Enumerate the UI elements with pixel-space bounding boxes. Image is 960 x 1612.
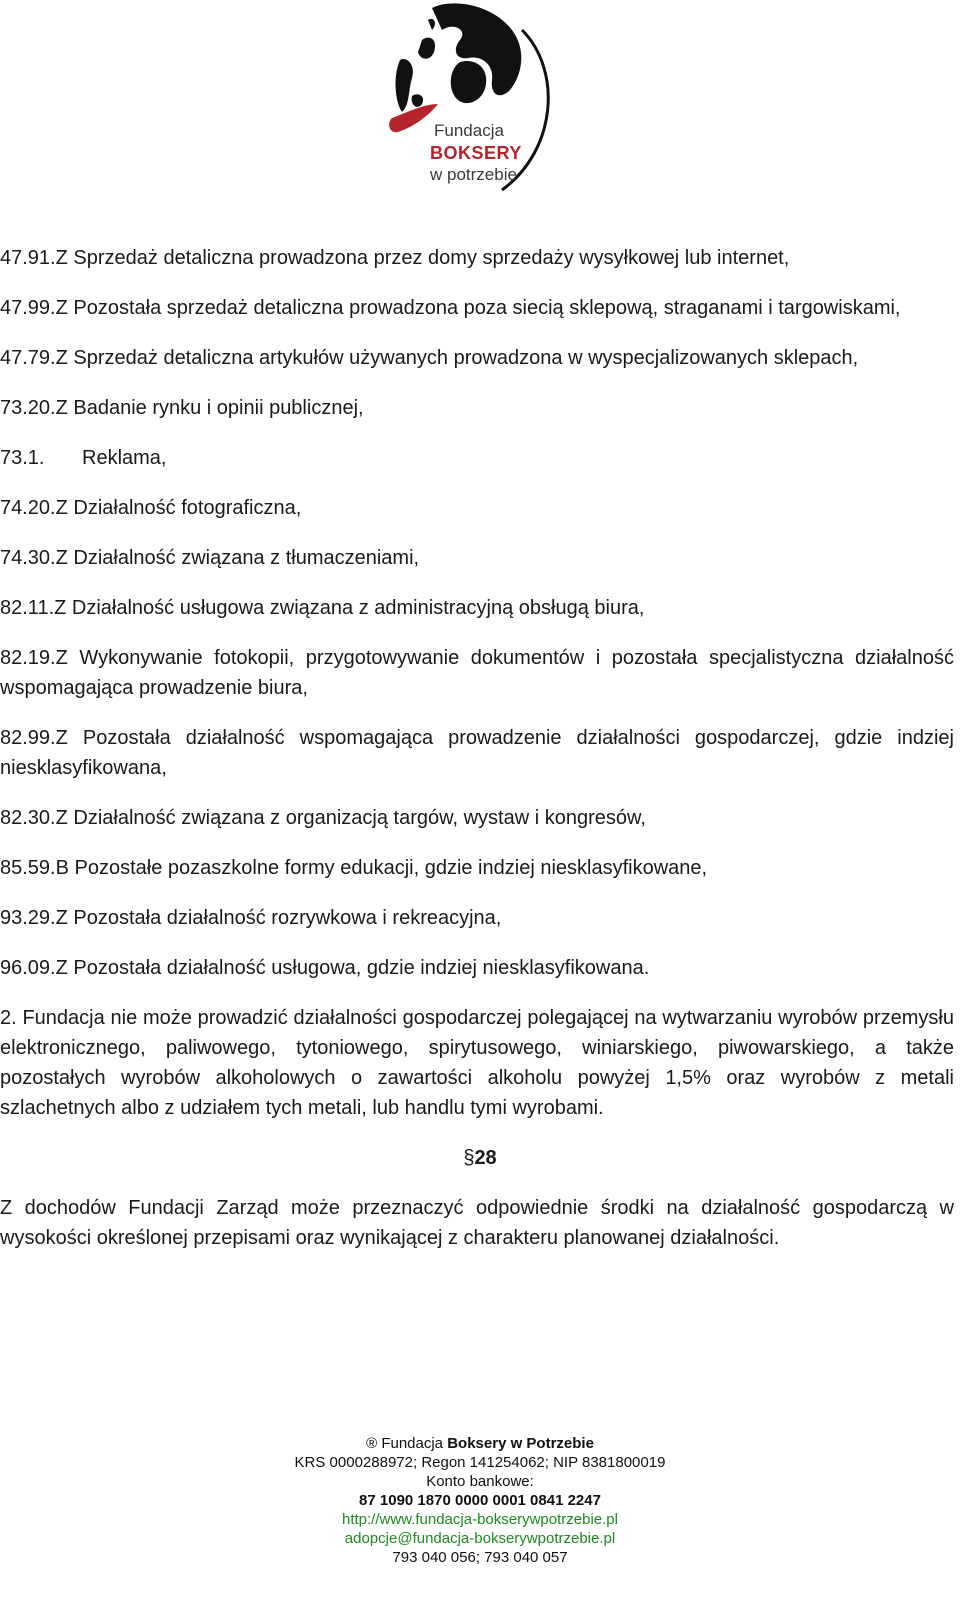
pkd-code: 47.91.Z [0,247,68,269]
pkd-code: 82.30.Z [0,807,68,829]
pkd-item [0,493,954,523]
footer-website-link[interactable]: http://www.fundacja-bokserywpotrzebie.pl [342,1511,618,1528]
pkd-item [0,953,954,983]
logo-wordmark [430,120,550,186]
pkd-description: Sprzedaż detaliczna artykułów używanych prowadzona w wyspecjalizowanych sklepach, [73,347,859,369]
pkd-item [0,593,954,623]
pkd-description: Działalność związana z tłumaczeniami, [73,547,420,569]
paragraph-2: 2. Fundacja nie może prowadzić działalności gospodarczej polegającej na wytwarzaniu wyrobów przemysłu elektronicznego, paliwowego, tytoniowego, spirytusowego, winiarskiego, piwowarskiego, a także pozostałych wyrobów alkoholowych o zawartości alkoholu powyżej 1,5% oraz wyrobów z metali szlachetnych albo z udziałem tych metali, lub handlu tymi wyrobami. [0,1007,954,1119]
foundation-logo [372,0,564,195]
registered-mark: ® [366,1435,378,1452]
pkd-item [0,393,954,423]
footer-email-link[interactable]: adopcje@fundacja-bokserywpotrzebie.pl [344,1530,616,1547]
pkd-code: 96.09.Z [0,957,68,979]
pkd-item [0,903,954,933]
pkd-code: 93.29.Z [0,907,68,929]
pkd-code: 85.59.B [0,857,69,879]
pkd-code: 73.20.Z [0,397,68,419]
document-body [0,243,954,1273]
pkd-description: Badanie rynku i opinii publicznej, [73,397,364,419]
pkd-code: 47.99.Z [0,297,68,319]
pkd-description: Pozostała działalność wspomagająca prowadzenie działalności gospodarczej, gdzie indziej niesklasyfikowana, [0,727,954,779]
pkd-item [0,853,954,883]
section-symbol: § [463,1147,475,1169]
footer-prefix: Fundacja [381,1435,444,1452]
pkd-description: Pozostała działalność usługowa, gdzie indziej niesklasyfikowana. [73,957,650,979]
pkd-item [0,643,954,703]
pkd-description: Pozostała działalność rozrywkowa i rekreacyjna, [73,907,502,929]
logo-line-fundacja: Fundacja [434,121,504,140]
pkd-item [0,723,954,783]
page-footer [240,1434,720,1567]
footer-krs-line: KRS 0000288972; Regon 141254062; NIP 8381800019 [294,1454,666,1471]
pkd-description: Pozostałe pozaszkolne formy edukacji, gdzie indziej niesklasyfikowane, [74,857,708,879]
pkd-code: 74.30.Z [0,547,68,569]
pkd-item [0,243,954,273]
paragraph-28: Z dochodów Fundacji Zarząd może przeznaczyć odpowiednie środki na działalność gospodarczą w wysokości określonej przepisami oraz wynikającej z charakteru planowanej działalności. [0,1197,954,1249]
pkd-activity-list [0,243,954,983]
pkd-description: Wykonywanie fotokopii, przygotowywanie dokumentów i pozostała specjalistyczna działalność wspomagająca prowadzenie biura, [0,647,954,699]
pkd-item [0,343,954,373]
logo-line-w-potrzebie: w potrzebie [430,165,517,184]
pkd-description: Reklama, [82,447,167,469]
pkd-code: 74.20.Z [0,497,68,519]
pkd-item [0,293,954,323]
section-heading [0,1143,954,1173]
footer-organization-line [240,1434,720,1453]
section-number: 28 [474,1147,497,1169]
pkd-description: Sprzedaż detaliczna prowadzona przez domy sprzedaży wysyłkowej lub internet, [73,247,790,269]
footer-organization-name: Boksery w Potrzebie [447,1435,594,1452]
pkd-code: 82.11.Z [0,597,67,619]
footer-phones: 793 040 056; 793 040 057 [392,1549,568,1566]
pkd-item [0,443,954,473]
pkd-item [0,803,954,833]
pkd-code: 82.99.Z [0,727,68,749]
pkd-code: 47.79.Z [0,347,68,369]
logo-line-boksery: BOKSERY [430,143,522,163]
pkd-description: Działalność fotograficzna, [73,497,302,519]
pkd-item [0,543,954,573]
footer-bank-account: 87 1090 1870 0000 0001 0841 2247 [359,1492,601,1509]
pkd-description: Działalność usługowa związana z administracyjną obsługą biura, [71,597,645,619]
pkd-code: 73.1. [0,447,45,469]
pkd-description: Działalność związana z organizacją targów, wystaw i kongresów, [73,807,646,829]
pkd-description: Pozostała sprzedaż detaliczna prowadzona poza siecią sklepową, straganami i targowiskami, [73,297,901,319]
pkd-code: 82.19.Z [0,647,68,669]
footer-konto-label: Konto bankowe: [426,1473,534,1490]
